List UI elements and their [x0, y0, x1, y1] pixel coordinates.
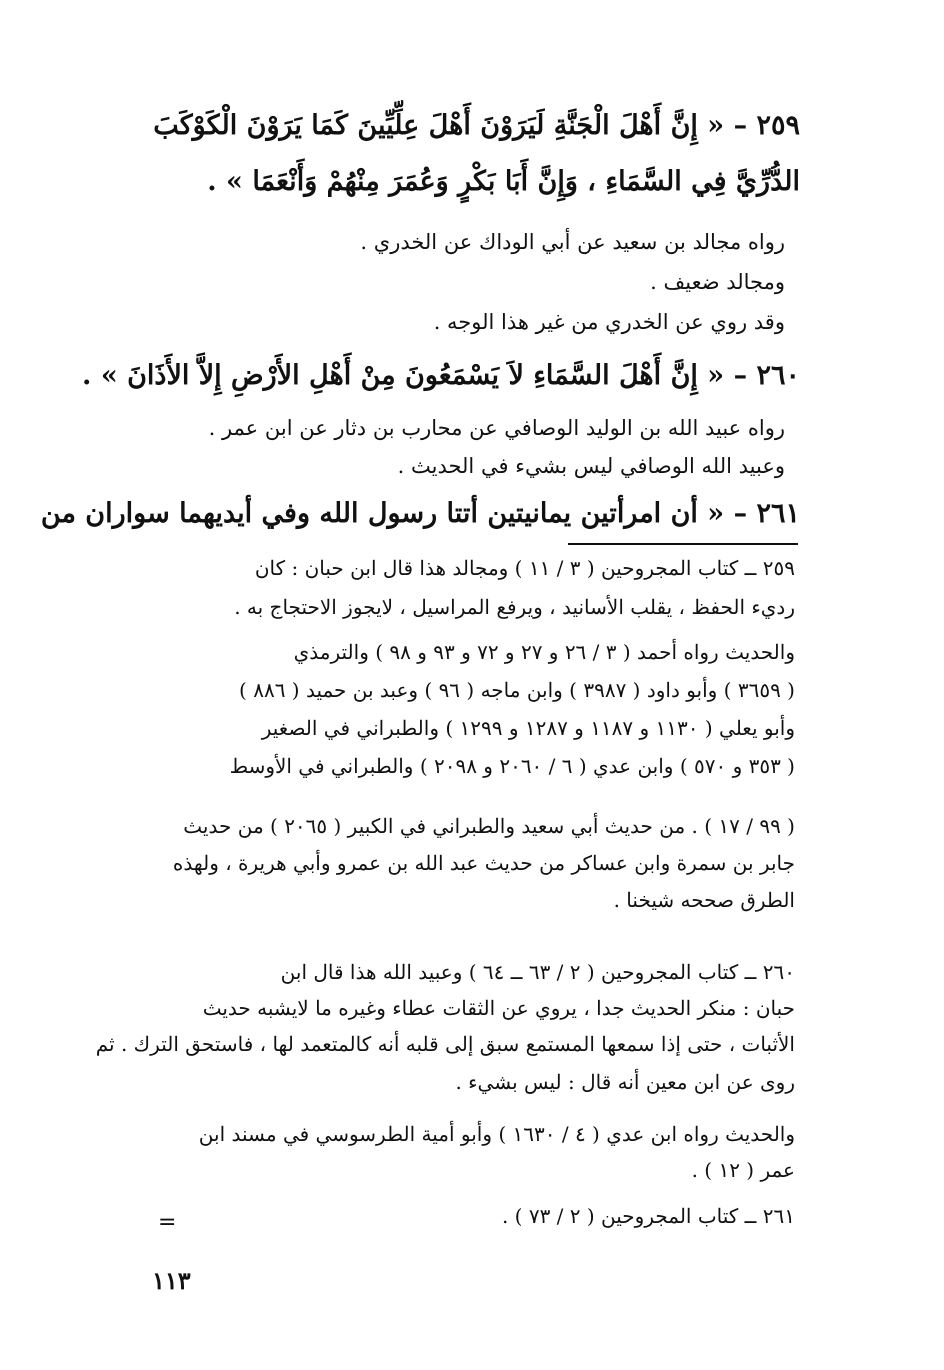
- footnote-line: روى عن ابن معين أنه قال : ليس بشيء .: [455, 1070, 795, 1094]
- commentary-line: وعبيد الله الوصافي ليس بشيء في الحديث .: [397, 454, 785, 478]
- hadith-259-line-2: الدُّرِّيَّ فِي السَّمَاءِ ، وَإِنَّ أَبَا بَكْرٍ وَعُمَرَ مِنْهُمْ وَأَنْعَمَا » .: [207, 166, 800, 197]
- footnote-line: والحديث رواه ابن عدي ( ٤ / ١٦٣٠ ) وأبو أمية الطرسوسي في مسند ابن: [198, 1122, 795, 1146]
- footnote-line: والحديث رواه أحمد ( ٣ / ٢٦ و ٢٧ و ٧٢ و ٩٣ و ٩٨ ) والترمذي: [293, 640, 795, 664]
- footnote-line: جابر بن سمرة وابن عساكر من حديث عبد الله بن عمرو وأبي هريرة ، ولهذه: [172, 851, 795, 875]
- footnote-line: الطرق صححه شيخنا .: [613, 888, 795, 912]
- continuation-mark: =: [158, 1210, 177, 1235]
- footnote-line: ٢٦٠ ــ كتاب المجروحين ( ٢ / ٦٣ ــ ٦٤ ) وعبيد الله هذا قال ابن: [280, 960, 795, 984]
- commentary-line: وقد روي عن الخدري من غير هذا الوجه .: [433, 310, 785, 334]
- hadith-260: ٢٦٠ – « إِنَّ أَهْلَ السَّمَاءِ لاَ يَسْمَعُونَ مِنْ أَهْلِ الأَرْضِ إِلاَّ الأَذَانَ » .: [82, 360, 800, 391]
- hadith-259-line-1: ٢٥٩ – « إِنَّ أَهْلَ الْجَنَّةِ لَيَرَوْنَ أَهْلَ عِلِّيِّينَ كَمَا يَرَوْنَ الْكَوْكَبَ: [153, 110, 800, 141]
- footnote-line: حبان : منكر الحديث جدا ، يروي عن الثقات عطاء وغيره ما لايشبه حديث: [202, 996, 795, 1020]
- footnote-line: وأبو يعلي ( ١١٣٠ و ١١٨٧ و ١٢٨٧ و ١٢٩٩ ) والطبراني في الصغير: [261, 716, 795, 740]
- footnote-line: ٢٥٩ ــ كتاب المجروحين ( ٣ / ١١ ) ومجالد هذا قال ابن حبان : كان: [254, 556, 795, 580]
- commentary-line: ومجالد ضعيف .: [650, 270, 785, 294]
- footnote-line: رديء الحفظ ، يقلب الأسانيد ، ويرفع المراسيل ، لايجوز الاحتجاج به .: [234, 595, 795, 619]
- footnote-line: ( ٩٩ / ١٧ ) . من حديث أبي سعيد والطبراني في الكبير ( ٢٠٦٥ ) من حديث: [183, 814, 795, 838]
- hadith-261: ٢٦١ – « أن امرأتين يمانيتين أتتا رسول الله وفي أيديهما سواران من: [40, 498, 800, 529]
- footnote-divider: [568, 543, 798, 545]
- commentary-line: رواه عبيد الله بن الوليد الوصافي عن محارب بن دثار عن ابن عمر .: [208, 416, 785, 440]
- footnote-line: ( ٣٦٥٩ ) وأبو داود ( ٣٩٨٧ ) وابن ماجه ( ٩٦ ) وعبد بن حميد ( ٨٨٦ ): [239, 678, 795, 702]
- footnote-line: ٢٦١ ــ كتاب المجروحين ( ٢ / ٧٣ ) .: [501, 1204, 795, 1228]
- page-number: ١١٣: [152, 1266, 191, 1295]
- footnote-line: ( ٣٥٣ و ٥٧٠ ) وابن عدي ( ٦ / ٢٠٦٠ و ٢٠٩٨ ) والطبراني في الأوسط: [229, 754, 795, 778]
- footnote-line: عمر ( ١٢ ) .: [691, 1158, 795, 1182]
- footnote-line: الأثبات ، حتى إذا سمعها المستمع سبق إلى قلبه أنه كالمتعمد لها ، فاستحق الترك . ثم: [95, 1032, 795, 1056]
- commentary-line: رواه مجالد بن سعيد عن أبي الوداك عن الخدري .: [360, 230, 785, 254]
